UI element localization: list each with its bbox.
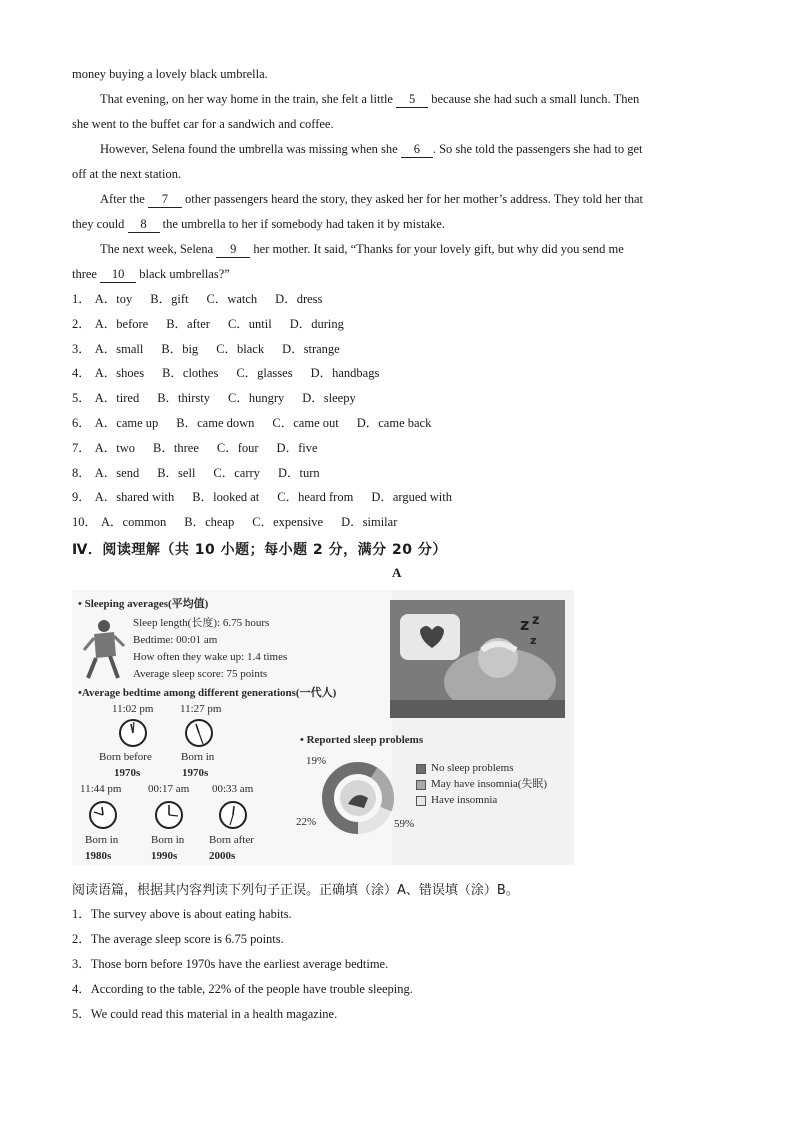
legend-have: Have insomnia — [431, 794, 498, 806]
generation-label: Born after — [209, 834, 254, 846]
passage-line-3 — [72, 116, 334, 132]
question-text: The average sleep score is 6.75 points. — [90, 932, 284, 946]
true-false-question — [72, 981, 413, 997]
option-d[interactable]: D．came back — [356, 416, 432, 430]
true-false-question — [72, 956, 388, 972]
section-title: Ⅳ．阅读理解（共 10 小题；每小题 2 分，满分 20 分） — [72, 542, 447, 558]
option-b[interactable]: B．after — [166, 316, 210, 331]
passage-line-2 — [100, 91, 639, 108]
option-d[interactable]: D．strange — [282, 341, 340, 356]
question-number: 3． — [72, 341, 91, 356]
generation-label: Born in — [85, 834, 119, 846]
sleeping-person-icon — [80, 616, 130, 684]
option-b[interactable]: B．three — [153, 440, 199, 455]
legend-swatch-have — [416, 796, 426, 806]
passage-line-8 — [100, 241, 624, 258]
blank-number: 8 — [140, 217, 147, 231]
question-number: 4． — [72, 366, 91, 381]
option-c[interactable]: C．glasses — [236, 366, 293, 381]
option-a[interactable]: A．shared with — [94, 490, 175, 505]
option-d[interactable]: D．sleepy — [302, 391, 356, 406]
passage-text: they could — [72, 217, 125, 231]
option-d[interactable]: D．argued with — [371, 490, 452, 505]
blank-number: 6 — [413, 142, 420, 156]
blank-6[interactable] — [401, 141, 433, 158]
question-number: 8． — [72, 465, 91, 480]
clock-icon — [184, 718, 214, 748]
true-false-question — [72, 931, 284, 947]
clock-time: 11:44 pm — [80, 783, 122, 795]
option-a[interactable]: A．common — [101, 515, 167, 530]
option-c[interactable]: C．heard from — [277, 490, 354, 505]
legend-no-problems: No sleep problems — [431, 762, 514, 774]
passage-text: because she had such a small lunch. Then — [431, 92, 640, 106]
option-c[interactable]: C．carry — [213, 465, 260, 480]
option-d[interactable]: D．similar — [341, 515, 398, 530]
passage-text: After the — [100, 192, 145, 206]
passage-line-1 — [72, 66, 268, 82]
option-a[interactable]: A．came up — [94, 416, 159, 430]
pct-label-19: 19% — [306, 755, 327, 767]
option-b[interactable]: B．thirsty — [157, 391, 210, 406]
question-text: The survey above is about eating habits. — [90, 907, 292, 921]
svg-text:z: z — [520, 615, 530, 634]
blank-number: 5 — [408, 92, 416, 106]
passage-text: she went to the buffet car for a sandwich and coffee. — [72, 117, 334, 131]
passage-text: the umbrella to her if somebody had taken it by mistake. — [162, 217, 445, 231]
question-number: 9． — [72, 490, 91, 505]
option-row — [72, 365, 379, 381]
passage-text: black umbrellas?” — [139, 267, 230, 281]
option-row — [72, 440, 318, 456]
option-row — [72, 390, 356, 406]
clock-icon — [218, 800, 248, 830]
sleep-problems-donut — [320, 760, 396, 836]
blank-number: 10 — [111, 267, 125, 281]
generation-decade: 1970s — [182, 767, 209, 779]
option-b[interactable]: B．cheap — [184, 515, 235, 530]
option-row — [72, 415, 431, 431]
option-d[interactable]: D．five — [276, 440, 318, 455]
passage-text: money buying a lovely black umbrella. — [72, 67, 268, 81]
question-number: 3． — [72, 957, 91, 971]
averages-heading: • Sleeping averages(平均值) — [78, 598, 209, 610]
passage-text: her mother. It said, “Thanks for your lovely gift, but why did you send me — [253, 242, 624, 256]
clock-icon — [154, 800, 184, 830]
blank-number: 7 — [161, 192, 169, 206]
option-c[interactable]: C．watch — [206, 292, 258, 306]
option-c[interactable]: C．black — [216, 341, 265, 356]
option-d[interactable]: D．dress — [275, 292, 323, 306]
pct-label-59: 59% — [394, 818, 415, 830]
question-text: We could read this material in a health magazine. — [90, 1007, 338, 1021]
legend-may-have: May have insomnia(失眠) — [431, 778, 548, 790]
legend-swatch-may-have — [416, 780, 426, 790]
pct-label-22: 22% — [296, 816, 317, 828]
generation-label: Born before — [99, 751, 152, 763]
instructions: 阅读语篇，根据其内容判读下列句子正误。正确填（涂）A、错误填（涂）B。 — [72, 883, 519, 898]
generations-heading: •Average bedtime among different generations(一代人) — [78, 687, 337, 699]
generation-label: Born in — [151, 834, 185, 846]
question-text: According to the table, 22% of the people have trouble sleeping. — [90, 982, 413, 996]
clock-icon — [88, 800, 118, 830]
passage-text: other passengers heard the story, they asked her for her mother’s address. They told her that — [185, 192, 643, 206]
passage-text: That evening, on her way home in the train, she felt a little — [100, 92, 393, 106]
passage-text: three — [72, 267, 97, 281]
option-a[interactable]: A．before — [94, 316, 149, 331]
option-b[interactable]: B．looked at — [192, 490, 260, 505]
passage-text: off at the next station. — [72, 167, 182, 181]
question-number: 6． — [72, 416, 91, 430]
option-row — [72, 465, 320, 481]
sleep-length: Sleep length(长度): 6.75 hours — [133, 617, 270, 629]
clock-time: 11:27 pm — [180, 703, 222, 715]
option-row — [72, 316, 344, 332]
passage-text: The next week, Selena — [100, 242, 214, 256]
true-false-question — [72, 1006, 337, 1022]
wake-times: How often they wake up: 1.4 times — [133, 651, 288, 663]
generation-decade: 1980s — [85, 850, 112, 862]
passage-line-5 — [72, 166, 181, 182]
svg-text:z: z — [532, 613, 540, 628]
generation-decade: 1990s — [151, 850, 178, 862]
question-number: 4． — [72, 982, 91, 996]
clock-time: 11:02 pm — [112, 703, 154, 715]
passage-line-4 — [100, 141, 643, 158]
blank-5[interactable] — [396, 91, 428, 108]
legend-swatch-no-problems — [416, 764, 426, 774]
option-b[interactable]: B．clothes — [162, 366, 219, 381]
option-a[interactable]: A．two — [94, 440, 136, 455]
blank-9[interactable] — [216, 241, 250, 258]
sleep-infographic — [72, 590, 574, 865]
option-b[interactable]: B．big — [161, 341, 199, 356]
option-a[interactable]: A．toy — [94, 292, 133, 306]
option-c[interactable]: C．until — [227, 316, 272, 331]
clock-icon — [118, 718, 148, 748]
svg-text:z: z — [530, 634, 537, 647]
option-a[interactable]: A．tired — [94, 391, 140, 406]
option-b[interactable]: B．gift — [150, 292, 189, 306]
option-a[interactable]: A．send — [94, 465, 140, 480]
option-d[interactable]: D．during — [289, 316, 344, 331]
passage-line-7 — [72, 216, 445, 233]
option-a[interactable]: A．small — [94, 341, 144, 356]
question-number: 2． — [72, 932, 91, 946]
option-row — [72, 291, 322, 307]
question-text: Those born before 1970s have the earliest average bedtime. — [90, 957, 389, 971]
passage-line-6 — [100, 191, 643, 208]
bedtime: Bedtime: 00:01 am — [133, 634, 218, 646]
option-c[interactable]: C．came out — [272, 416, 339, 430]
clock-time: 00:17 am — [148, 783, 190, 795]
option-row — [72, 341, 340, 357]
question-number: 5． — [72, 391, 91, 406]
generation-decade: 1970s — [114, 767, 141, 779]
option-a[interactable]: A．shoes — [94, 366, 145, 381]
blank-10[interactable] — [100, 266, 136, 283]
blank-number: 9 — [230, 242, 237, 256]
option-row — [72, 514, 397, 530]
question-number: 1． — [72, 907, 91, 921]
option-d[interactable]: D．handbags — [310, 366, 380, 381]
problems-heading: • Reported sleep problems — [300, 734, 424, 746]
passage-line-9 — [72, 266, 230, 283]
option-d[interactable]: D．turn — [277, 465, 320, 480]
question-number: 1． — [72, 292, 91, 306]
question-number: 5． — [72, 1007, 91, 1021]
passage-text: . So she told the passengers she had to get — [432, 142, 643, 156]
generation-label: Born in — [181, 751, 215, 763]
option-c[interactable]: C．expensive — [252, 515, 324, 530]
generation-decade: 2000s — [209, 850, 236, 862]
question-number: 2． — [72, 316, 91, 331]
blank-8[interactable] — [128, 216, 160, 233]
true-false-question — [72, 906, 292, 922]
option-c[interactable]: C．four — [216, 440, 259, 455]
sleep-score: Average sleep score: 75 points — [133, 668, 268, 680]
clock-time: 00:33 am — [212, 783, 254, 795]
option-row — [72, 489, 452, 505]
part-letter: A — [392, 565, 402, 580]
passage-text: However, Selena found the umbrella was missing when she — [100, 142, 398, 156]
question-number: 10． — [72, 515, 98, 530]
blank-7[interactable] — [148, 191, 182, 208]
option-b[interactable]: B．sell — [157, 465, 196, 480]
option-c[interactable]: C．hungry — [228, 391, 285, 406]
sleeping-photo — [390, 600, 565, 718]
question-number: 7． — [72, 440, 91, 455]
option-b[interactable]: B．came down — [176, 416, 255, 430]
